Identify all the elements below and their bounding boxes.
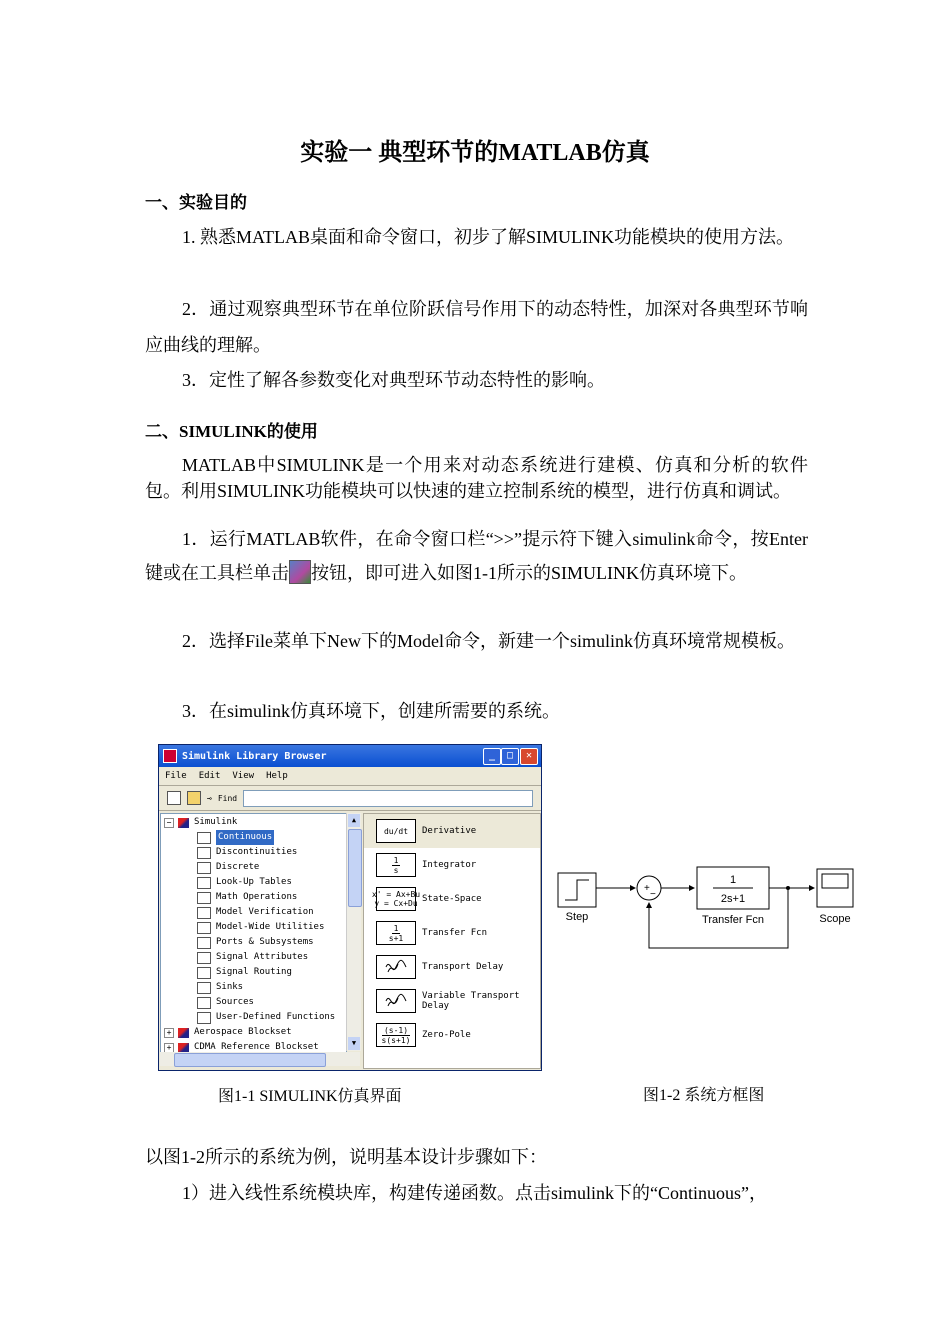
close-icon[interactable]: ✕ — [520, 748, 538, 765]
scope-screen-icon — [822, 874, 848, 888]
block-name: Zero-Pole — [422, 1030, 471, 1040]
tree-item[interactable] — [197, 890, 297, 905]
library-icon — [178, 818, 189, 828]
tree-item[interactable] — [164, 1025, 292, 1040]
sublibrary-icon — [197, 997, 211, 1009]
objective-3: 3．定性了解各参数变化对典型环节动态特性的影响。 — [182, 370, 605, 390]
block-fraction — [382, 1026, 411, 1045]
block-name: Derivative — [422, 826, 477, 836]
simulink-library-icon — [289, 560, 311, 584]
sublibrary-icon — [197, 967, 211, 979]
library-browser-window — [158, 744, 542, 1071]
toolbar — [159, 786, 541, 811]
block-row[interactable] — [364, 916, 540, 950]
sum-plus: + — [644, 883, 650, 894]
tree-item-label: Look-Up Tables — [216, 877, 292, 887]
block-name: State-Space — [422, 894, 482, 904]
menu-file[interactable]: File — [165, 771, 187, 781]
tree-item-label: Aerospace Blockset — [194, 1027, 292, 1037]
block-denominator: s+1 — [388, 933, 404, 943]
tree-item[interactable] — [197, 980, 243, 995]
find-input[interactable] — [243, 790, 533, 807]
tree-item[interactable] — [197, 875, 292, 890]
tree-item-label: Model Verification — [216, 907, 314, 917]
block-fraction — [392, 856, 401, 875]
simulink-app-icon — [163, 749, 177, 763]
sublibrary-icon — [197, 952, 211, 964]
block-denominator: s(s+1) — [381, 1035, 411, 1045]
objective-1: 1. 熟悉MATLAB桌面和命令窗口，初步了解SIMULINK功能模块的使用方法。 — [182, 227, 794, 247]
block-name: Variable Transport Delay — [422, 991, 520, 1011]
figure-1-1-caption: 图1-1 SIMULINK仿真界面 — [218, 1088, 402, 1105]
sum-minus: − — [650, 889, 656, 900]
tree-item-label: Ports & Subsystems — [216, 937, 314, 947]
simulink-step-1 — [145, 522, 808, 590]
tree-item[interactable] — [197, 995, 254, 1010]
tree-item[interactable] — [197, 1010, 335, 1025]
tf-label: Transfer Fcn — [702, 914, 764, 926]
example-step-1: 1）进入线性系统模块库，构建传递函数。点击simulink下的“Continuous”， — [182, 1183, 767, 1203]
block-row[interactable] — [364, 984, 540, 1018]
window-title: Simulink Library Browser — [182, 750, 327, 762]
block-name: Integrator — [422, 860, 477, 870]
tree-item-label: Math Operations — [216, 892, 298, 902]
sublibrary-icon — [197, 892, 211, 904]
sublibrary-icon — [197, 907, 211, 919]
block-icon[interactable] — [376, 921, 416, 945]
tree-item-label: Continuous — [216, 830, 274, 845]
sublibrary-icon — [197, 862, 211, 874]
step1-text-b: 按钮，即可进入如图1-1所示的SIMULINK仿真环境下。 — [311, 563, 747, 583]
example-lead: 以图1-2所示的系统为例，说明基本设计步骤如下： — [145, 1147, 547, 1167]
objective-2: 2．通过观察典型环节在单位阶跃信号作用下的动态特性，加深对各典型环节响应曲线的理解。 — [145, 299, 808, 355]
tree-item[interactable] — [197, 830, 274, 845]
block-icon-text: x' = Ax+Bu y = Cx+Du — [371, 890, 421, 908]
block-icon-text: du/dt — [383, 826, 409, 836]
expand-icon[interactable]: + — [164, 1028, 174, 1038]
tree-item-label: Discrete — [216, 862, 260, 872]
delay-wave-icon[interactable] — [376, 989, 416, 1013]
tree-item-label: Sources — [216, 997, 254, 1007]
block-denominator: s — [393, 865, 399, 875]
block-name: Transfer Fcn — [422, 928, 488, 938]
sublibrary-icon — [197, 982, 211, 994]
menu-view[interactable]: View — [232, 771, 255, 781]
scroll-up-icon[interactable]: ▲ — [348, 814, 360, 827]
tree-item[interactable] — [197, 920, 324, 935]
system-block-diagram — [555, 860, 855, 960]
new-model-icon[interactable] — [167, 791, 181, 805]
tree-item[interactable] — [197, 905, 314, 920]
block-row[interactable] — [364, 950, 540, 984]
maximize-icon[interactable]: □ — [501, 748, 519, 765]
tf-denominator: 2s+1 — [720, 893, 746, 905]
step1-text-a: 1．运行MATLAB软件，在命令窗口栏“>>”提示符下键入simulink命令，按Enter键或在工具栏单击 — [145, 529, 808, 583]
tree-item-label: Signal Attributes — [216, 952, 309, 962]
tree-item-label: CDMA Reference Blockset — [194, 1042, 319, 1052]
tree-item[interactable] — [197, 860, 259, 875]
block-row[interactable] — [364, 882, 540, 916]
scope-label: Scope — [819, 913, 851, 925]
block-name: Transport Delay — [422, 962, 504, 972]
menu-bar — [159, 767, 541, 786]
block-row[interactable] — [364, 848, 540, 882]
sublibrary-icon — [197, 877, 211, 889]
tree-item[interactable] — [197, 950, 308, 965]
block-list — [363, 813, 541, 1069]
tree-item-label: Simulink — [194, 817, 238, 827]
block-row[interactable] — [364, 1018, 540, 1052]
sublibrary-icon — [197, 832, 211, 844]
tree-item-label: Model-Wide Utilities — [216, 922, 325, 932]
sublibrary-icon — [197, 1012, 211, 1024]
open-folder-icon[interactable] — [187, 791, 201, 805]
tree-item-label: Signal Routing — [216, 967, 292, 977]
simulink-step-2: 2．选择File菜单下New下的Model命令，新建一个simulink仿真环境常规模板。 — [182, 631, 795, 651]
tree-item-label: Sinks — [216, 982, 244, 992]
find-button[interactable]: Find — [217, 793, 238, 803]
library-icon — [178, 1028, 189, 1038]
page-title: 实验一 典型环节的MATLAB仿真 — [300, 140, 650, 166]
menu-help[interactable]: Help — [266, 771, 288, 781]
sublibrary-icon — [197, 937, 211, 949]
tree-item[interactable] — [197, 965, 292, 980]
tree-vertical-scrollbar[interactable] — [346, 813, 361, 1051]
tree-item-label: Discontinuities — [216, 847, 298, 857]
block-icon[interactable] — [376, 1023, 416, 1047]
library-tree — [160, 813, 347, 1053]
block-numerator: 1 — [393, 923, 399, 933]
scroll-thumb[interactable] — [348, 829, 362, 907]
block-icon[interactable] — [371, 887, 421, 911]
sublibrary-icon — [197, 922, 211, 934]
delay-wave-icon[interactable] — [376, 955, 416, 979]
collapse-icon[interactable]: − — [164, 818, 174, 828]
tree-item[interactable] — [164, 815, 237, 830]
minimize-icon[interactable]: _ — [483, 748, 501, 765]
block-row[interactable] — [364, 814, 540, 848]
pin-icon[interactable]: ⊸ — [207, 793, 212, 803]
block-numerator: (s-1) — [383, 1025, 409, 1035]
library-icon — [178, 1043, 189, 1053]
menu-edit[interactable]: Edit — [198, 771, 221, 781]
tree-horizontal-scrollbar[interactable] — [160, 1052, 360, 1066]
section-heading-objectives: 一、实验目的 — [145, 193, 247, 212]
simulink-step-3: 3．在simulink仿真环境下，创建所需要的系统。 — [182, 701, 561, 721]
block-fraction — [389, 924, 403, 943]
tree-item[interactable] — [197, 935, 314, 950]
tf-numerator: 1 — [729, 874, 737, 886]
scroll-down-icon[interactable]: ▼ — [348, 1037, 360, 1050]
block-numerator: 1 — [393, 855, 399, 865]
block-icon[interactable] — [376, 853, 416, 877]
figure-1-2-caption: 图1-2 系统方框图 — [643, 1087, 765, 1104]
expand-icon[interactable]: + — [164, 1043, 174, 1053]
window-titlebar — [159, 745, 541, 767]
tree-item[interactable] — [197, 845, 297, 860]
hscroll-thumb[interactable] — [174, 1053, 326, 1067]
tree-item-label: User-Defined Functions — [216, 1012, 336, 1022]
simulink-intro: MATLAB中SIMULINK是一个用来对动态系统进行建模、仿真和分析的软件包。利用SIMULINK功能模块可以快速的建立控制系统的模型，进行仿真和调试。 — [145, 455, 808, 501]
sublibrary-icon — [197, 847, 211, 859]
step-label: Step — [565, 911, 589, 923]
section-heading-simulink: 二、SIMULINK的使用 — [145, 422, 318, 441]
block-icon[interactable] — [376, 819, 416, 843]
